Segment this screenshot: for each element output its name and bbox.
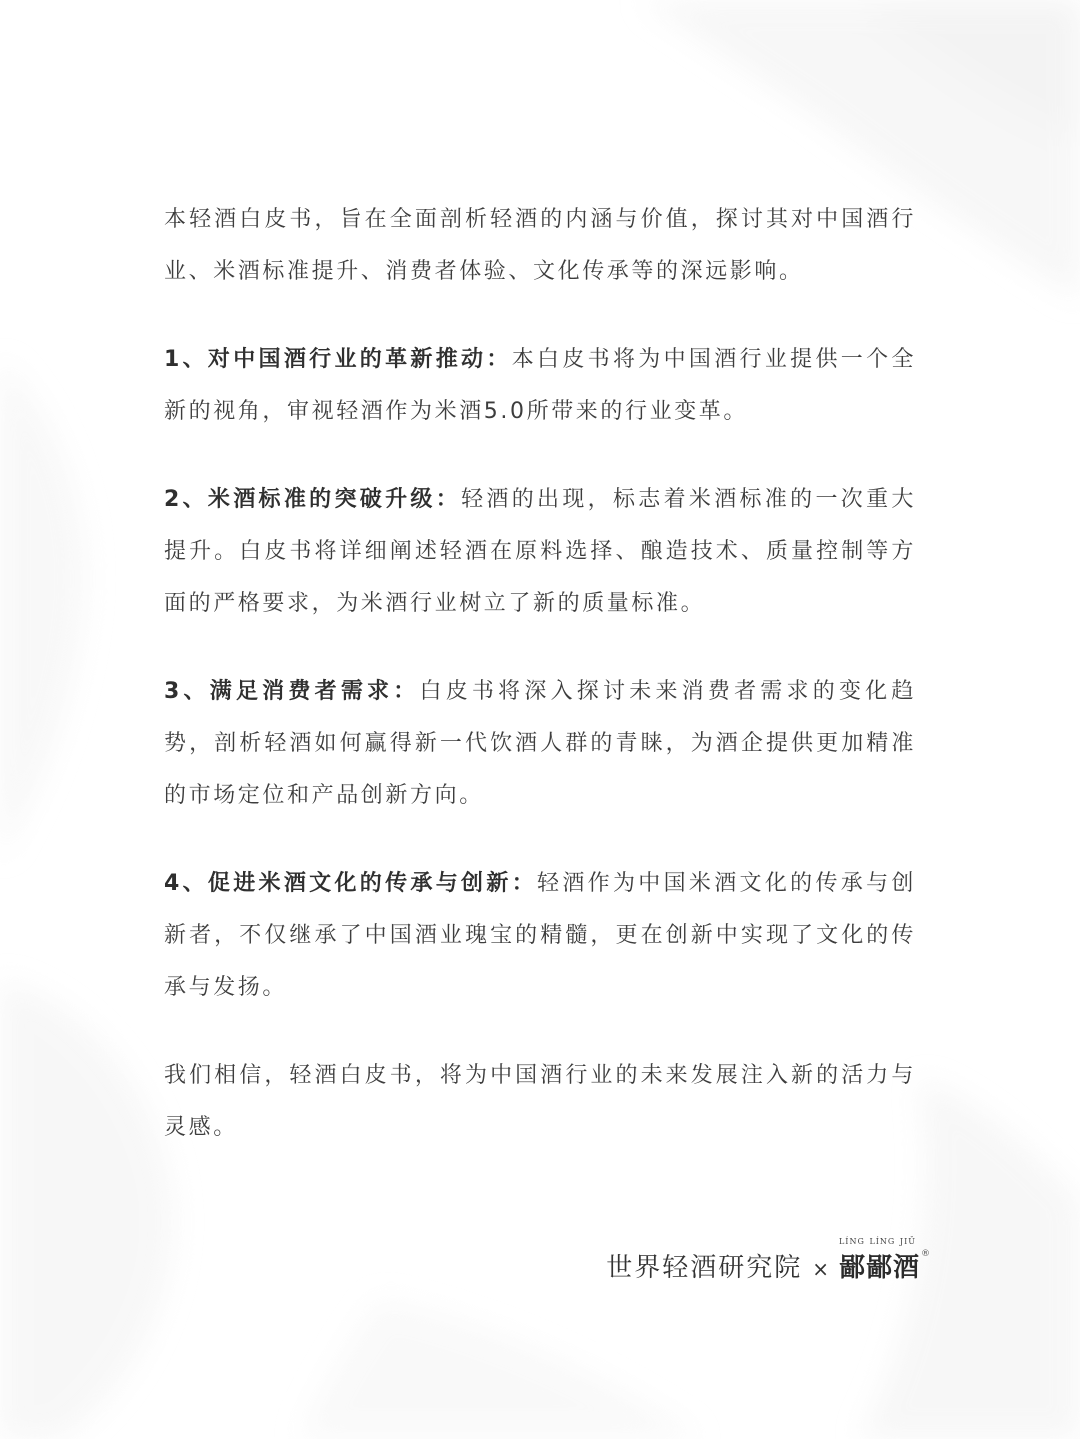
point-3-paragraph (164, 666, 916, 822)
brand-pinyin-2: LÍNG (869, 1237, 896, 1246)
brand-logo (838, 1237, 930, 1285)
point-3-text: 白皮书将深入探讨未来消费者需求的变化趋势，剖析轻酒如何赢得新一代饮酒人群的青睐，为酒企提供更加精准的市场定位和产品创新方向。 (164, 679, 916, 808)
point-1-heading: 1、对中国酒行业的革新推动： (164, 347, 512, 372)
point-3-heading: 3、满足消费者需求： (164, 679, 420, 704)
point-4-paragraph (164, 858, 916, 1014)
collaboration-separator: × (812, 1257, 829, 1281)
signature-block (606, 1225, 930, 1285)
point-1-text: 本白皮书将为中国酒行业提供一个全新的视角，审视轻酒作为米酒5.0所带来的行业变革。 (164, 347, 916, 424)
brand-pinyin-3: JIǓ (899, 1237, 916, 1246)
brand-pinyin (839, 1237, 916, 1246)
point-2-heading: 2、米酒标准的突破升级： (164, 487, 462, 512)
point-2-paragraph (164, 474, 916, 630)
point-1-paragraph (164, 334, 916, 438)
closing-paragraph (164, 1050, 916, 1154)
closing-text: 我们相信，轻酒白皮书，将为中国酒行业的未来发展注入新的活力与灵感。 (164, 1063, 916, 1140)
intro-text: 本轻酒白皮书，旨在全面剖析轻酒的内涵与价值，探讨其对中国酒行业、米酒标准提升、消费者体验、文化传承等的深远影响。 (164, 207, 916, 284)
institute-name: 世界轻酒研究院 (606, 1253, 803, 1283)
point-2-text: 轻酒的出现，标志着米酒标准的一次重大提升。白皮书将详细阐述轻酒在原料选择、酿造技术、质量控制等方面的严格要求，为米酒行业树立了新的质量标准。 (164, 487, 916, 616)
whitepaper-body (164, 194, 916, 1154)
point-4-heading: 4、促进米酒文化的传承与创新： (164, 871, 538, 896)
registered-mark: ® (921, 1249, 930, 1259)
point-4-text: 轻酒作为中国米酒文化的传承与创新者，不仅继承了中国酒业瑰宝的精髓，更在创新中实现了文化的传承与发扬。 (164, 871, 916, 1000)
intro-paragraph (164, 194, 916, 298)
brand-name: 鄙鄙酒 (838, 1253, 920, 1283)
brand-pinyin-1: LÍNG (838, 1237, 865, 1246)
